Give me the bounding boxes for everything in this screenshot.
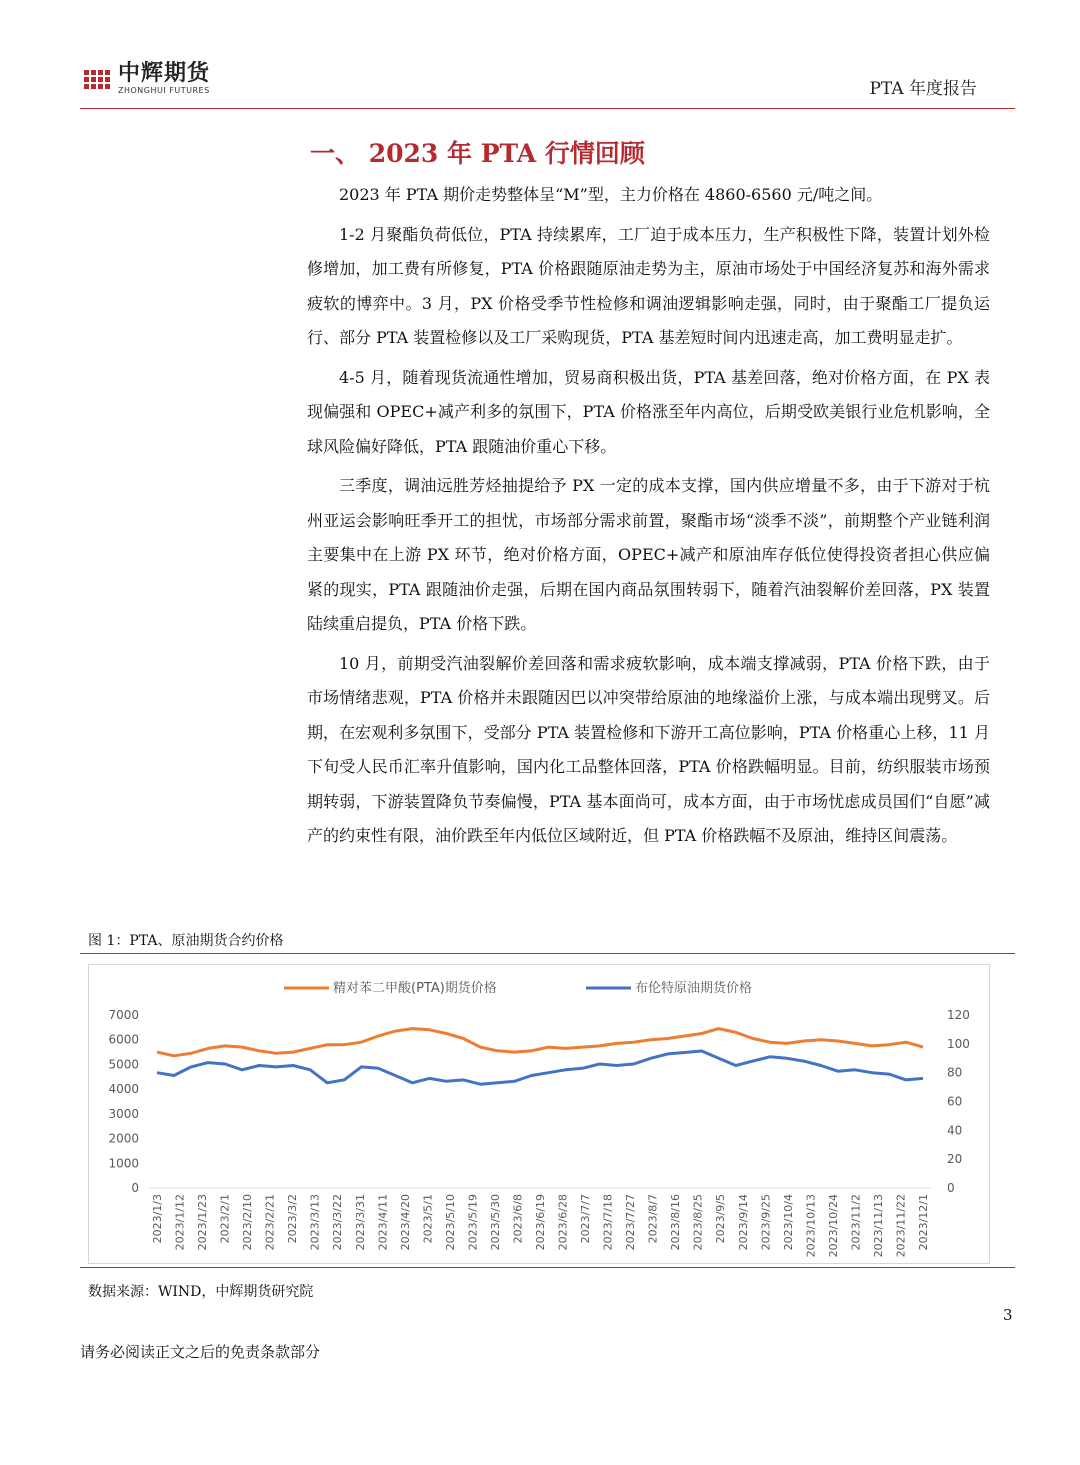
x-tick-label: 2023/11/22 <box>894 1194 908 1258</box>
paragraph: 10 月，前期受汽油裂解价差回落和需求疲软影响，成本端支撑减弱，PTA 价格下跌，由于市场情绪悲观，PTA 价格并未跟随因巴以冲突带给原油的地缘溢价上涨，与成本端出现劈叉。后期，在宏观利多氛围下，受部分 PTA 装置检修和下游开工高位影响，PTA 价格重心上移，11 月下旬受人民币汇率升值影响，国内化工品整体回落，PTA 价格跌幅明显。目前，纺织服装市场预期转弱，下游装置降负节奏偏慢，PTA 基本面尚可，成本方面，由于市场忧虑成员国们“自愿”减产的约束性有限，油价跌至年内低位区域附近，但 PTA 价格跌幅不及原油，维持区间震荡。 <box>307 653 990 845</box>
figure-caption: 图 1：PTA、原油期货合约价格 <box>88 933 284 949</box>
x-tick-label: 2023/2/10 <box>241 1194 255 1251</box>
legend-label: 精对苯二甲酸(PTA)期货价格 <box>333 981 497 996</box>
x-tick-label: 2023/12/1 <box>917 1194 930 1251</box>
paragraph: 4-5 月，随着现货流通性增加，贸易商积极出货，PTA 基差回落，绝对价格方面，在 PX 表现偏强和 OPEC+减产利多的氛围下，PTA 价格涨至年内高位，后期受欧美银行业危机影响，全球风险偏好降低，PTA 跟随油价重心下移。 <box>307 367 990 456</box>
y-right-tick-label: 20 <box>947 1152 963 1167</box>
x-tick-label: 2023/1/23 <box>196 1194 210 1251</box>
y-left-tick-label: 5000 <box>108 1057 139 1072</box>
report-title: PTA 年度报告 <box>869 79 977 99</box>
figure-top-rule <box>80 953 1015 954</box>
x-tick-label: 2023/8/16 <box>669 1194 683 1251</box>
y-right-tick-label: 80 <box>947 1065 963 1080</box>
y-right-tick-label: 60 <box>947 1094 963 1109</box>
y-left-tick-label: 1000 <box>108 1156 139 1171</box>
x-tick-label: 2023/10/24 <box>826 1194 840 1258</box>
y-left-tick-label: 2000 <box>108 1131 139 1146</box>
x-tick-label: 2023/4/20 <box>398 1194 412 1251</box>
x-tick-label: 2023/9/14 <box>736 1194 750 1251</box>
page-header <box>80 52 1015 109</box>
x-tick-label: 2023/3/31 <box>353 1194 367 1251</box>
x-tick-label: 2023/1/3 <box>151 1194 164 1244</box>
x-tick-label: 2023/8/7 <box>646 1194 660 1244</box>
data-source: 数据来源：WIND，中辉期货研究院 <box>88 1284 314 1300</box>
y-left-tick-label: 4000 <box>108 1082 139 1097</box>
series-line <box>157 1051 923 1084</box>
y-right-tick-label: 40 <box>947 1123 963 1138</box>
logo-name-en: ZHONGHUI FUTURES <box>118 86 210 95</box>
x-tick-label: 2023/2/1 <box>218 1194 232 1244</box>
legend-label: 布伦特原油期货价格 <box>635 981 753 996</box>
price-line-chart <box>89 965 989 1263</box>
x-tick-label: 2023/7/18 <box>601 1194 615 1251</box>
paragraph: 1-2 月聚酯负荷低位，PTA 持续累库，工厂迫于成本压力，生产积极性下降，装置计划外检修增加，加工费有所修复，PTA 价格跟随原油走势为主，原油市场处于中国经济复苏和海外需求疲软的博弈中。3 月，PX 价格受季节性检修和调油逻辑影响走强，同时，由于聚酯工厂提负运行、部分 PTA 装置检修以及工厂采购现货，PTA 基差短时间内迅速走高，加工费明显走扩。 <box>307 224 990 347</box>
paragraph: 三季度，调油远胜芳烃抽提给予 PX 一定的成本支撑，国内供应增量不多，由于下游对于杭州亚运会影响旺季开工的担忧，市场部分需求前置，聚酯市场“淡季不淡”，前期整个产业链利润主要集中在上游 PX 环节，绝对价格方面，OPEC+减产和原油库存低位使得投资者担心供应偏紧的现实，PTA 跟随油价走强，后期在国内商品氛围转弱下，随着汽油裂解价差回落，PX 装置陆续重启提负，PTA 价格下跌。 <box>307 476 990 633</box>
x-tick-label: 2023/5/30 <box>488 1194 502 1251</box>
x-tick-label: 2023/8/25 <box>691 1194 705 1251</box>
series-line <box>157 1029 923 1056</box>
x-tick-label: 2023/9/5 <box>714 1194 728 1244</box>
x-tick-label: 2023/7/7 <box>579 1194 593 1244</box>
x-tick-label: 2023/5/1 <box>421 1194 435 1244</box>
x-tick-label: 2023/10/4 <box>781 1194 795 1251</box>
x-tick-label: 2023/3/2 <box>286 1194 300 1244</box>
x-tick-label: 2023/3/13 <box>308 1194 322 1251</box>
x-tick-label: 2023/6/19 <box>534 1194 547 1251</box>
y-right-tick-label: 120 <box>947 1008 970 1022</box>
x-tick-label: 2023/10/13 <box>804 1194 818 1258</box>
page-number: 3 <box>1003 1306 1013 1324</box>
y-left-tick-label: 6000 <box>108 1032 139 1047</box>
company-logo <box>84 62 210 96</box>
figure-bottom-rule <box>80 1267 1015 1268</box>
x-tick-label: 2023/9/25 <box>759 1194 773 1251</box>
y-left-tick-label: 7000 <box>108 1008 139 1022</box>
x-tick-label: 2023/6/8 <box>511 1194 525 1244</box>
x-tick-label: 2023/5/10 <box>443 1194 457 1251</box>
x-tick-label: 2023/6/28 <box>556 1194 570 1251</box>
paragraph: 2023 年 PTA 期价走势整体呈“M”型，主力价格在 4860-6560 元/吨之间。 <box>339 185 883 204</box>
y-left-tick-label: 0 <box>131 1181 139 1195</box>
logo-name-cn: 中辉期货 <box>118 61 211 86</box>
logo-mark-icon <box>84 70 110 89</box>
section-title: 一、 2023 年 PTA 行情回顾 <box>310 139 645 168</box>
y-left-tick-label: 3000 <box>108 1106 139 1121</box>
x-tick-label: 2023/3/22 <box>331 1194 345 1251</box>
x-tick-label: 2023/11/2 <box>849 1194 863 1251</box>
y-right-tick-label: 100 <box>947 1036 970 1051</box>
x-tick-label: 2023/2/21 <box>263 1194 277 1251</box>
chart-container <box>88 964 990 1264</box>
x-tick-label: 2023/4/11 <box>376 1194 390 1251</box>
disclaimer: 请务必阅读正文之后的免责条款部分 <box>80 1343 321 1361</box>
body-text <box>307 178 990 859</box>
x-tick-label: 2023/1/12 <box>173 1194 187 1251</box>
y-right-tick-label: 0 <box>947 1181 955 1195</box>
x-tick-label: 2023/11/13 <box>871 1194 885 1258</box>
x-tick-label: 2023/7/27 <box>624 1194 638 1251</box>
x-tick-label: 2023/5/19 <box>466 1194 480 1251</box>
